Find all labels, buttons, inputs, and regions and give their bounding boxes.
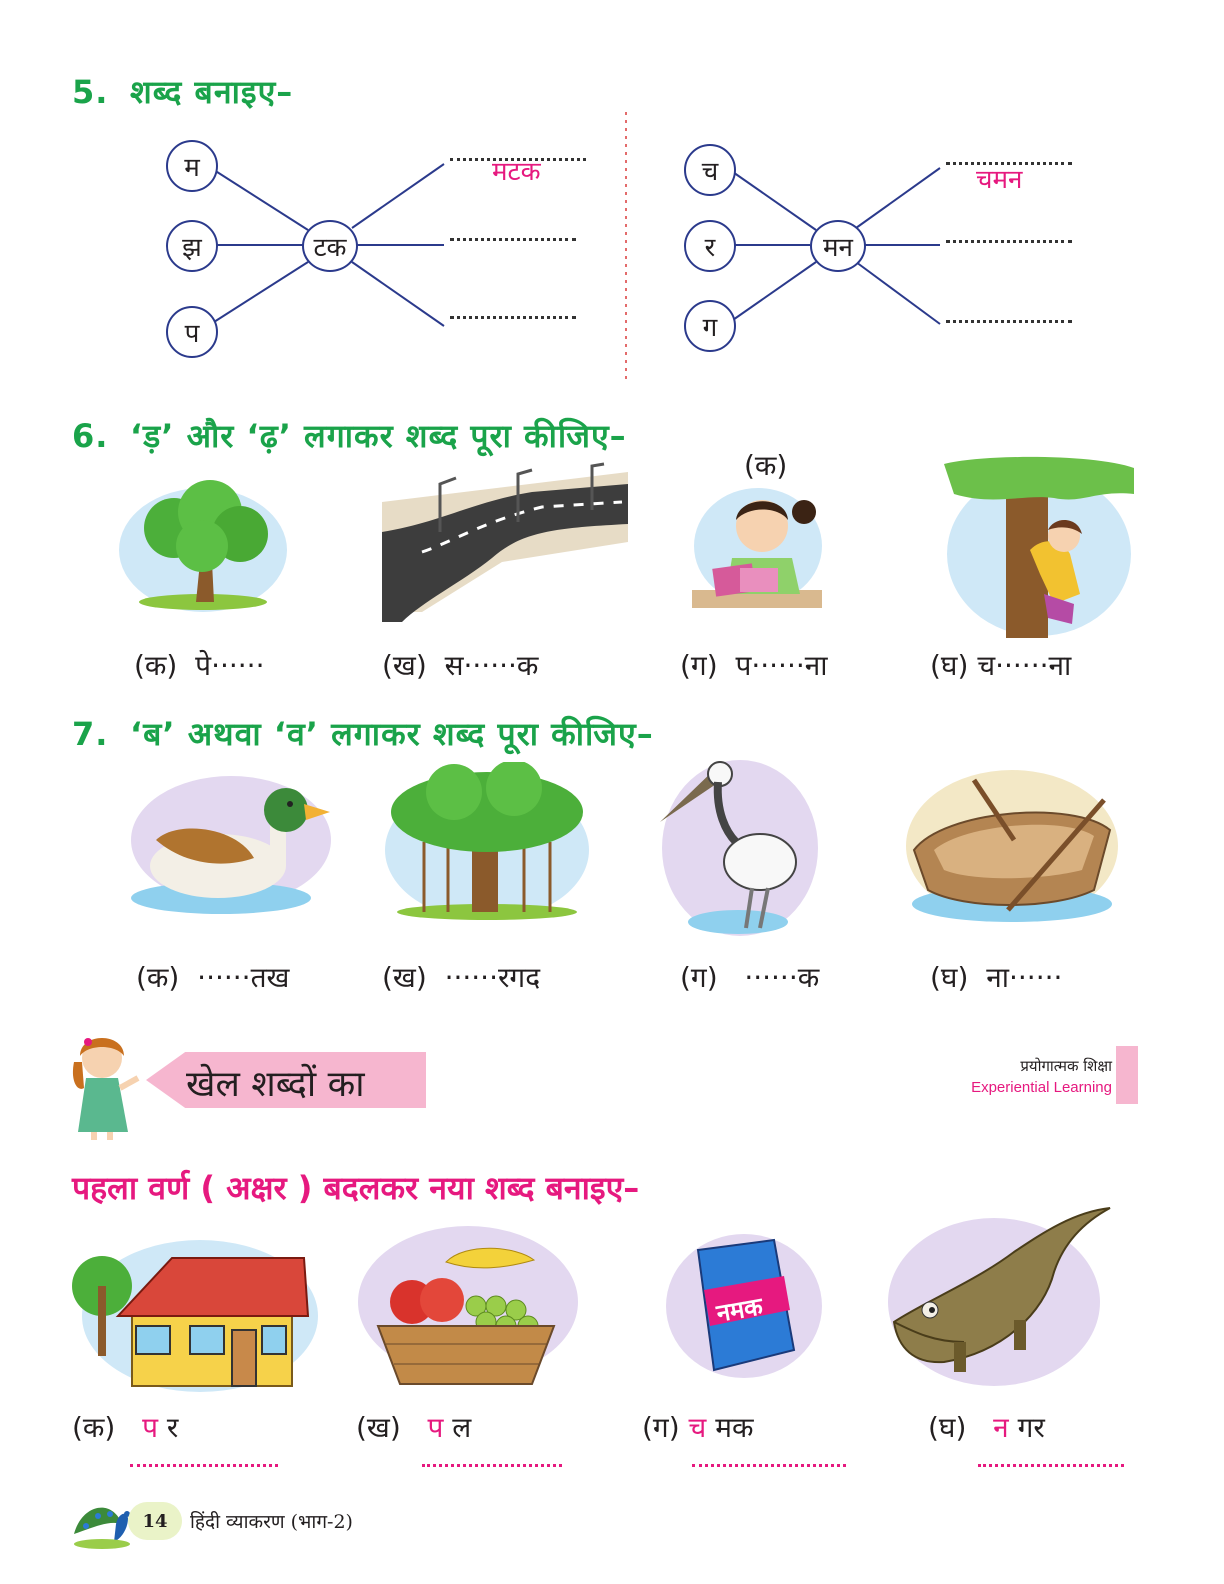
q6-heading	[72, 414, 627, 457]
climbing-tree-icon	[944, 454, 1134, 638]
game-item-2-rest: ल	[452, 1411, 472, 1444]
q7-item-3-label: (ग)	[680, 961, 718, 994]
q7-item-2-text[interactable]: ······रगद	[444, 961, 541, 994]
game-item-1-label: (क)	[72, 1411, 116, 1444]
q6-item-3-text[interactable]: प······ना	[735, 649, 828, 682]
boat-icon	[904, 760, 1120, 930]
book-title: हिंदी व्याकरण (भाग-2)	[190, 1511, 353, 1533]
q7-item-3	[680, 958, 819, 996]
q7-number: 7.	[72, 715, 109, 753]
q6-item-1-text[interactable]: पे······	[195, 649, 265, 682]
q7-item-1-label: (क)	[136, 961, 180, 994]
game-item-4-rest: गर	[1017, 1411, 1045, 1444]
q6-item-4-label: (घ)	[930, 649, 969, 682]
q7-item-1	[136, 958, 289, 996]
banyan-tree-icon	[384, 762, 590, 922]
q5-right-answer: चमन	[976, 165, 1023, 195]
game-answer-blank-3[interactable]	[692, 1464, 846, 1467]
page-number: 14	[128, 1502, 182, 1540]
q6-item-2-label: (ख)	[382, 649, 427, 682]
q7-item-4-text[interactable]: ना······	[986, 961, 1063, 994]
q7-heading	[72, 712, 654, 755]
game-item-1	[72, 1408, 178, 1446]
salt-packet-icon	[664, 1230, 824, 1380]
game-item-4-first-letter: न	[993, 1411, 1009, 1444]
q5-left-answer: मटक	[492, 157, 541, 187]
q6-item-1	[134, 646, 264, 684]
q7-title: ‘ब’ अथवा ‘व’ लगाकर शब्द पूरा कीजिए–	[130, 715, 654, 753]
experiential-label-hindi: प्रयोगात्मक शिक्षा	[1020, 1057, 1112, 1075]
q7-item-2	[382, 958, 540, 996]
game-answer-blank-1[interactable]	[130, 1464, 278, 1467]
q7-item-3-text[interactable]: ······क	[744, 961, 820, 994]
tree-icon	[118, 470, 288, 616]
game-item-4-label: (घ)	[928, 1411, 967, 1444]
q5-left-letter-2: झ	[166, 220, 218, 272]
q6-item-4-text[interactable]: च······ना	[977, 649, 1072, 682]
q5-left-blank-2[interactable]	[450, 238, 576, 241]
road-icon	[382, 462, 628, 622]
q7-item-2-label: (ख)	[382, 961, 427, 994]
q5-left-letter-1: म	[166, 140, 218, 192]
q6-item-1-label: (क)	[134, 649, 178, 682]
crocodile-icon	[884, 1192, 1114, 1392]
fruit-basket-icon	[356, 1222, 582, 1392]
game-item-2-first-letter: प	[427, 1411, 444, 1444]
q5-right-blank-3[interactable]	[946, 320, 1072, 323]
q5-right-letter-3: ग	[684, 300, 736, 352]
game-item-3-label: (ग)	[642, 1411, 680, 1444]
q6-item-2-text[interactable]: स······क	[444, 649, 539, 682]
girl-reading-icon	[692, 476, 822, 608]
q7-item-1-text[interactable]: ······तख	[197, 961, 290, 994]
q6-item-3	[680, 646, 828, 684]
game-item-1-first-letter: प	[142, 1411, 158, 1444]
duck-icon	[126, 770, 336, 920]
girl-mascot-icon	[66, 1032, 146, 1140]
q6-item-2	[382, 646, 538, 684]
game-item-1-rest: र	[166, 1411, 179, 1444]
game-banner-text: खेल शब्दों का	[186, 1064, 365, 1105]
game-answer-blank-4[interactable]	[978, 1464, 1124, 1467]
q6-number: 6.	[72, 417, 109, 455]
experiential-label-english: Experiential Learning	[971, 1079, 1112, 1096]
game-item-2	[356, 1408, 471, 1446]
peacock-icon	[72, 1494, 136, 1550]
game-item-3-first-letter: च	[688, 1411, 707, 1444]
q5-left-letter-3: प	[166, 306, 218, 358]
q6-item-3-label: (ग)	[680, 649, 718, 682]
salt-packet-text: नमक	[714, 1292, 765, 1328]
game-item-2-label: (ख)	[356, 1411, 401, 1444]
q5-number: 5.	[72, 73, 109, 111]
game-instruction: पहला वर्ण ( अक्षर ) बदलकर नया शब्द बनाइए–	[72, 1169, 640, 1207]
experiential-accent-bar	[1116, 1046, 1138, 1104]
heron-icon	[656, 752, 820, 942]
q5-title: शब्द बनाइए–	[130, 73, 294, 111]
q5-left-blank-3[interactable]	[450, 316, 576, 319]
q5-right-center: मन	[810, 220, 866, 272]
game-item-3	[642, 1408, 753, 1446]
q5-left-center: टक	[302, 220, 358, 272]
q5-right-letter-2: र	[684, 220, 736, 272]
q6-item-4	[930, 646, 1071, 684]
q6-title: ‘ड़’ और ‘ढ़’ लगाकर शब्द पूरा कीजिए–	[130, 417, 627, 455]
house-icon	[72, 1226, 320, 1396]
q7-item-4-label: (घ)	[930, 961, 969, 994]
game-item-3-rest: मक	[715, 1411, 754, 1444]
game-item-4	[928, 1408, 1045, 1446]
game-answer-blank-2[interactable]	[422, 1464, 562, 1467]
q5-right-blank-2[interactable]	[946, 240, 1072, 243]
q6-picture-label: (क)	[744, 449, 788, 482]
q5-right-letter-1: च	[684, 144, 736, 196]
q7-item-4	[930, 958, 1062, 996]
